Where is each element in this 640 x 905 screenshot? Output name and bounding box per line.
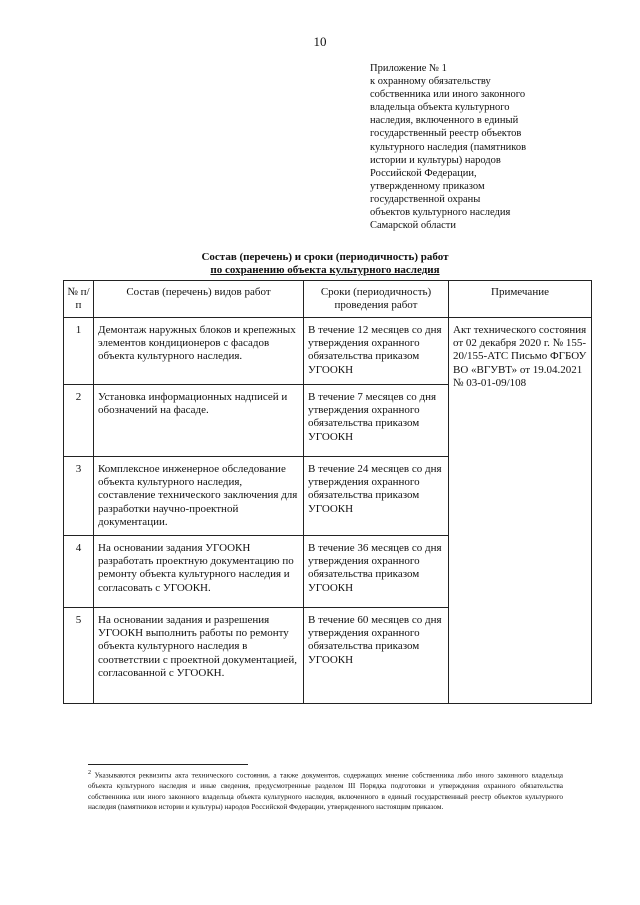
row-terms: В течение 24 месяцев со дня утверждения охранного обязательства приказом УГООКН	[304, 457, 449, 536]
footnote	[88, 768, 563, 813]
header-note: Примечание	[449, 281, 592, 318]
appendix-line: наследия, включенного в единый	[370, 115, 519, 127]
appendix-line: Приложение № 1	[370, 63, 447, 74]
row-works: Комплексное инженерное обследование объекта культурного наследия, составление технического заключения для разработки научно-проектной документации.	[94, 457, 304, 536]
row-works: Установка информационных надписей и обозначений на фасаде.	[94, 385, 304, 457]
appendix-line: к охранному обязательству	[370, 76, 491, 88]
header-num: № п/п	[64, 281, 94, 318]
row-num: 1	[64, 318, 94, 385]
appendix-line: Российской Федерации,	[370, 167, 477, 179]
table-header-row	[64, 281, 592, 318]
row-works: Демонтаж наружных блоков и крепежных элементов кондиционеров с фасадов объекта культурного наследия.	[94, 318, 304, 385]
row-works: На основании задания и разрешения УГООКН выполнить работы по ремонту объекта культурного наследия в соответствии с проектной документацией, согласованной с УГООКН.	[94, 608, 304, 704]
appendix-line: государственный реестр объектов	[370, 128, 522, 140]
row-note: Акт технического состояния от 02 декабря 2020 г. № 155-20/155-АТС Письмо ФГБОУ ВО «ВГУВТ» от 19.04.2021 № 03-01-09/108	[449, 318, 592, 704]
table-title-line-1: Состав (перечень) и сроки (периодичность) работ	[201, 251, 449, 263]
appendix-line: истории и культуры) народов	[370, 154, 501, 166]
header-works: Состав (перечень) видов работ	[94, 281, 304, 318]
appendix-line: государственной охраны	[370, 193, 481, 205]
footnote-divider	[88, 764, 248, 765]
page-number: 10	[313, 34, 327, 49]
row-terms: В течение 12 месяцев со дня утверждения охранного обязательства приказом УГООКН	[304, 318, 449, 385]
appendix-header	[370, 62, 570, 232]
row-num: 2	[64, 385, 94, 457]
works-table	[63, 280, 592, 704]
footnote-mark: 2	[88, 770, 91, 776]
appendix-line: Самарской области	[370, 220, 456, 232]
table-title	[60, 251, 590, 277]
row-works: На основании задания УГООКН разработать проектную документацию по ремонту объекта культурного наследия и согласовать с УГООКН.	[94, 536, 304, 608]
row-num: 5	[64, 608, 94, 704]
appendix-line: объектов культурного наследия	[370, 207, 511, 219]
row-num: 3	[64, 457, 94, 536]
appendix-line: культурного наследия (памятников	[370, 141, 527, 153]
row-terms: В течение 36 месяцев со дня утверждения охранного обязательства приказом УГООКН	[304, 536, 449, 608]
row-terms: В течение 60 месяцев со дня утверждения охранного обязательства приказом УГООКН	[304, 608, 449, 704]
appendix-line: владельца объекта культурного	[370, 102, 510, 114]
row-num: 4	[64, 536, 94, 608]
header-terms: Сроки (периодичность) проведения работ	[304, 281, 449, 318]
appendix-line: утвержденному приказом	[370, 180, 485, 192]
table-row	[64, 318, 592, 385]
row-terms: В течение 7 месяцев со дня утверждения охранного обязательства приказом УГООКН	[304, 385, 449, 457]
table-title-line-2: по сохранению объекта культурного наследия	[210, 264, 440, 276]
appendix-line: собственника или иного законного	[370, 89, 526, 101]
footnote-text: Указываются реквизиты акта технического состояния, а также документов, содержащих мнение собственника либо иного законного владельца объекта культурного наследия и иные сведения, предусмотренные разделом III Порядка подготовки и утверждения охранного обязательства собственника или иного законного владельца объекта культурного наследия, включенного в единый государственный реестр объектов культурного наследия (памятников истории и культуры) народов Российской Федерации, утвержденного настоящим приказом.	[88, 770, 563, 812]
